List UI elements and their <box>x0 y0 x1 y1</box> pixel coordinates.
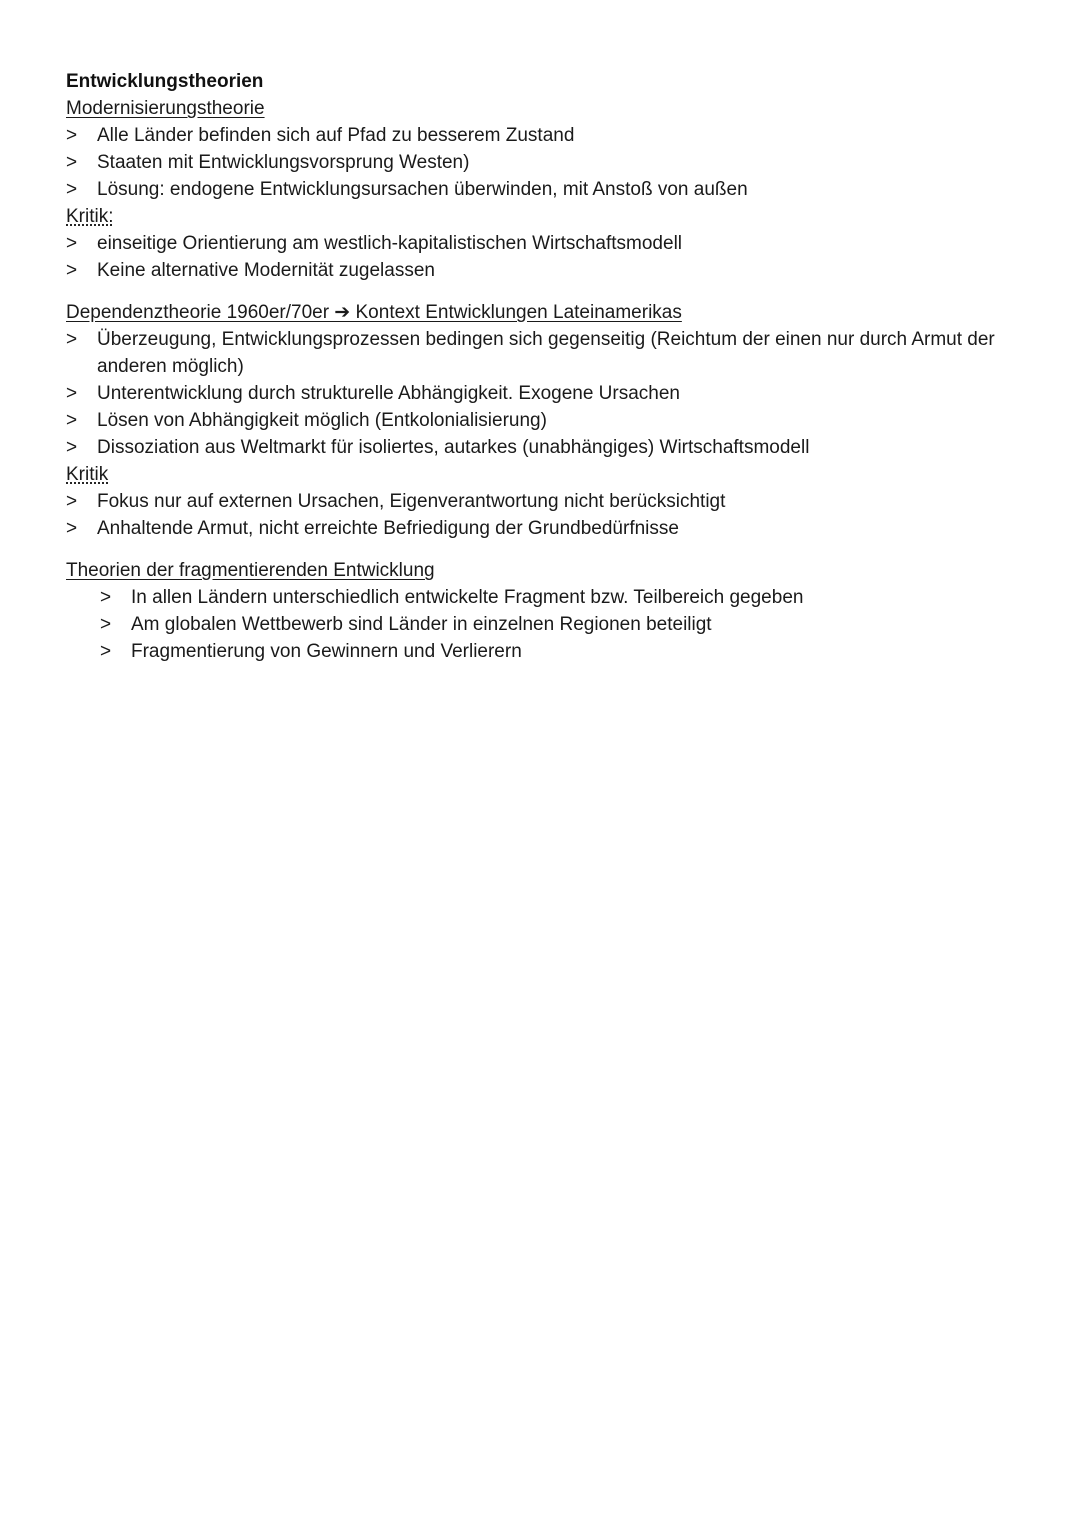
section-heading: Modernisierungstheorie <box>66 98 265 119</box>
list-item <box>66 257 1014 284</box>
bullet-marker: > <box>66 518 78 539</box>
kritik-bullet-list <box>66 230 1014 284</box>
bullet-list <box>66 326 1014 461</box>
bullet-marker: > <box>66 179 78 200</box>
bullet-marker: > <box>66 125 78 146</box>
list-item <box>66 584 1014 611</box>
document-title: Entwicklungstheorien <box>66 71 264 92</box>
kritik-row <box>66 203 1014 230</box>
section-modernisierungstheorie <box>66 95 1014 284</box>
list-item-text: Keine alternative Modernität zugelassen <box>97 260 435 281</box>
list-item-text: Fragmentierung von Gewinnern und Verlierern <box>131 641 522 662</box>
list-item <box>66 230 1014 257</box>
kritik-row <box>66 461 1014 488</box>
list-item-text: Anhaltende Armut, nicht erreichte Befriedigung der Grundbedürfnisse <box>97 518 679 539</box>
bullet-list <box>66 122 1014 203</box>
kritik-label: Kritik <box>66 464 109 485</box>
bullet-marker: > <box>66 410 78 431</box>
kritik-label: Kritik: <box>66 206 114 227</box>
section-heading: Dependenztheorie 1960er/70er ➔ Kontext Entwicklungen Lateinamerikas <box>66 302 682 323</box>
list-item <box>66 149 1014 176</box>
bullet-marker: > <box>66 491 78 512</box>
kritik-bullet-list <box>66 488 1014 542</box>
bullet-marker: > <box>66 383 78 404</box>
bullet-marker: > <box>100 641 112 662</box>
bullet-marker: > <box>66 152 78 173</box>
list-item-text: Überzeugung, Entwicklungsprozessen bedingen sich gegenseitig (Reichtum der einen nur durch Armut der anderen möglich) <box>97 329 995 377</box>
list-item-text: Staaten mit Entwicklungsvorsprung Westen) <box>97 152 470 173</box>
list-item-text: Alle Länder befinden sich auf Pfad zu besserem Zustand <box>97 125 575 146</box>
list-item-text: Dissoziation aus Weltmarkt für isoliertes, autarkes (unabhängiges) Wirtschaftsmodell <box>97 437 810 458</box>
list-item <box>66 176 1014 203</box>
list-item-text: In allen Ländern unterschiedlich entwickelte Fragment bzw. Teilbereich gegeben <box>131 587 804 608</box>
list-item-text: Unterentwicklung durch strukturelle Abhängigkeit. Exogene Ursachen <box>97 383 680 404</box>
bullet-marker: > <box>66 329 78 350</box>
list-item-text: einseitige Orientierung am westlich-kapitalistischen Wirtschaftsmodell <box>97 233 683 254</box>
bullet-marker: > <box>66 260 78 281</box>
bullet-marker: > <box>100 587 112 608</box>
list-item <box>66 638 1014 665</box>
bullet-marker: > <box>100 614 112 635</box>
list-item-text: Lösung: endogene Entwicklungsursachen überwinden, mit Anstoß von außen <box>97 179 748 200</box>
bullet-marker: > <box>66 233 78 254</box>
list-item <box>66 122 1014 149</box>
list-item <box>66 515 1014 542</box>
bullet-marker: > <box>66 437 78 458</box>
list-item <box>66 326 1014 380</box>
list-item <box>66 407 1014 434</box>
list-item-text: Fokus nur auf externen Ursachen, Eigenverantwortung nicht berücksichtigt <box>97 491 726 512</box>
list-item <box>66 380 1014 407</box>
section-fragmentierende-entwicklung <box>66 557 1014 665</box>
list-item <box>66 434 1014 461</box>
list-item <box>66 488 1014 515</box>
section-dependenztheorie <box>66 299 1014 542</box>
list-item-text: Am globalen Wettbewerb sind Länder in einzelnen Regionen beteiligt <box>131 614 712 635</box>
section-heading: Theorien der fragmentierenden Entwicklung <box>66 560 435 581</box>
bullet-list <box>66 584 1014 665</box>
list-item <box>66 611 1014 638</box>
list-item-text: Lösen von Abhängigkeit möglich (Entkolonialisierung) <box>97 410 547 431</box>
